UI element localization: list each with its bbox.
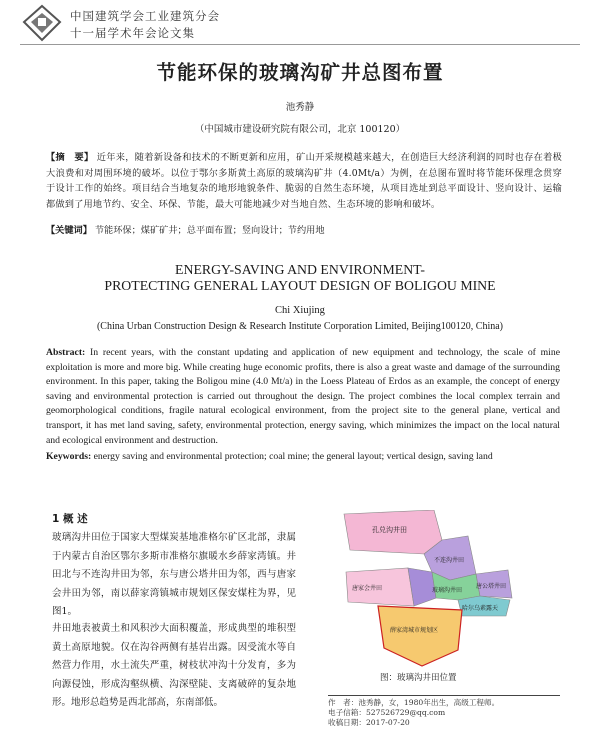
author-footnote	[328, 698, 568, 728]
author-en: Chi Xiujing	[275, 305, 325, 316]
footnote-divider	[328, 695, 560, 696]
abstract-en-label: Abstract:	[46, 347, 86, 358]
title-en-line1: ENERGY-SAVING AND ENVIRONMENT-	[175, 262, 425, 277]
running-header	[70, 8, 220, 42]
keywords-en	[46, 451, 560, 462]
author-cn: 池秀静	[285, 102, 315, 113]
keywords-en-text: energy saving and environmental protection; coal mine; the general layout; vertical design, saving land	[93, 451, 493, 462]
section-heading: 1 概 述	[52, 513, 88, 525]
abstract-cn	[46, 150, 562, 213]
paper-title-en	[0, 262, 600, 294]
abstract-cn-text: 近年来，随着新设备和技术的不断更新和应用，矿山开采规模越来越大，在创造巨大经济利润的同时也存在着极大浪费和对周围环境的破坏。以位于鄂尔多斯黄土高原的玻璃沟矿井（4.0Mt/a）为例，在总图布置时将节能环保理念贯穿于设计工作的始终。项目结合当地复杂的地形地貌条件、脆弱的自然生态环境，从项目选址到总平面设计、竖向设计、运输都做到了用地节约、安全、环保、节能，最大可能地减少对当地自然、生态环境的影响和破坏。	[46, 152, 562, 211]
figure-caption: 图：玻璃沟井田位置	[380, 673, 457, 683]
abstract-cn-label: 【摘 要】	[46, 152, 94, 163]
proceedings-name: 十一届学术年会论文集	[70, 26, 195, 40]
region-xuejiawan	[378, 606, 462, 666]
affiliation-en: (China Urban Construction Design & Research Institute Corporation Limited, Beijing100120, China)	[96, 321, 504, 332]
map-label-tanggongta: 唐公塔井田	[476, 583, 507, 590]
keywords-cn-label: 【关键词】	[46, 225, 92, 236]
abstract-en-text: In recent years, with the constant updating and application of new equipment and technology, the scale of mine exploitation is more and more big. While creating huge economic profits, there is also a great waste and damage of the surrounding environment. In this paper, taking the Boligou mine (4.0 Mt/a) in the Loess Plateau of Erdos as an example, the concept of energy saving and environmental protection is carried out throughout the design. The project combines the local complex terrain and geomorphological conditions, fragile natural ecological environment, from the project site to the general plane, vertical and transport, it has met land saving, safety, environmental protection, energy saving, which minimizes the impact on the local natural and ecological environment and destruction.	[46, 347, 560, 446]
abstract-en	[46, 346, 560, 448]
map-label-tanggonghuai: 唐家会井田	[352, 585, 383, 592]
map-label-buliangou: 不连沟井田	[434, 557, 465, 564]
body-paragraph-2: 井田地表被黄土和风积沙大面积覆盖，形成典型的堆积型黄土高原地貌。仅在沟谷两侧有基岩出露。因受流水等自然营力作用，水土流失严重，树枝状冲沟十分发育，多为向源侵蚀，形成沟壑纵横、沟深壁陡、支离破碎的复杂地形。地形总趋势是西北部高，东南部低。	[52, 623, 296, 709]
footnote-received: 收稿日期：2017-07-20	[328, 718, 410, 727]
map-label-xuejiawan: 薛家湾城市规划区	[390, 627, 439, 634]
map-label-north-field: 孔兑沟井田	[372, 526, 407, 534]
header-divider	[20, 44, 580, 45]
footnote-email: 电子信箱：527526729@qq.com	[328, 708, 446, 717]
affiliation-cn: （中国城市建设研究院有限公司，北京 100120）	[194, 124, 406, 135]
society-logo	[22, 4, 62, 42]
body-paragraph-1: 玻璃沟井田位于国家大型煤炭基地准格尔矿区北部，隶属于内蒙古自治区鄂尔多斯市准格尔旗暖水乡薛家湾镇。井田北与不连沟井田为邻，东与唐公塔井田为邻，西与唐家会井田为邻，南以薛家湾镇城市规划区保安煤柱为界，见图1。	[52, 532, 296, 618]
paper-title-cn: 节能环保的玻璃沟矿井总图布置	[156, 61, 444, 84]
footnote-author: 作 者：池秀静，女，1980年出生，高级工程师。	[328, 698, 500, 707]
keywords-cn	[46, 222, 562, 236]
title-en-line2: PROTECTING GENERAL LAYOUT DESIGN OF BOLIGOU MINE	[104, 278, 496, 293]
map-label-haerwusu: 哈尔乌素露天	[462, 605, 499, 612]
keywords-cn-text: 节能环保；煤矿矿井；总平面布置；竖向设计；节约用地	[94, 225, 325, 236]
society-name: 中国建筑学会工业建筑分会	[70, 9, 220, 23]
map-label-boligou: 玻璃沟井田	[432, 587, 463, 594]
keywords-en-label: Keywords:	[46, 451, 92, 462]
location-map-figure	[338, 510, 518, 670]
